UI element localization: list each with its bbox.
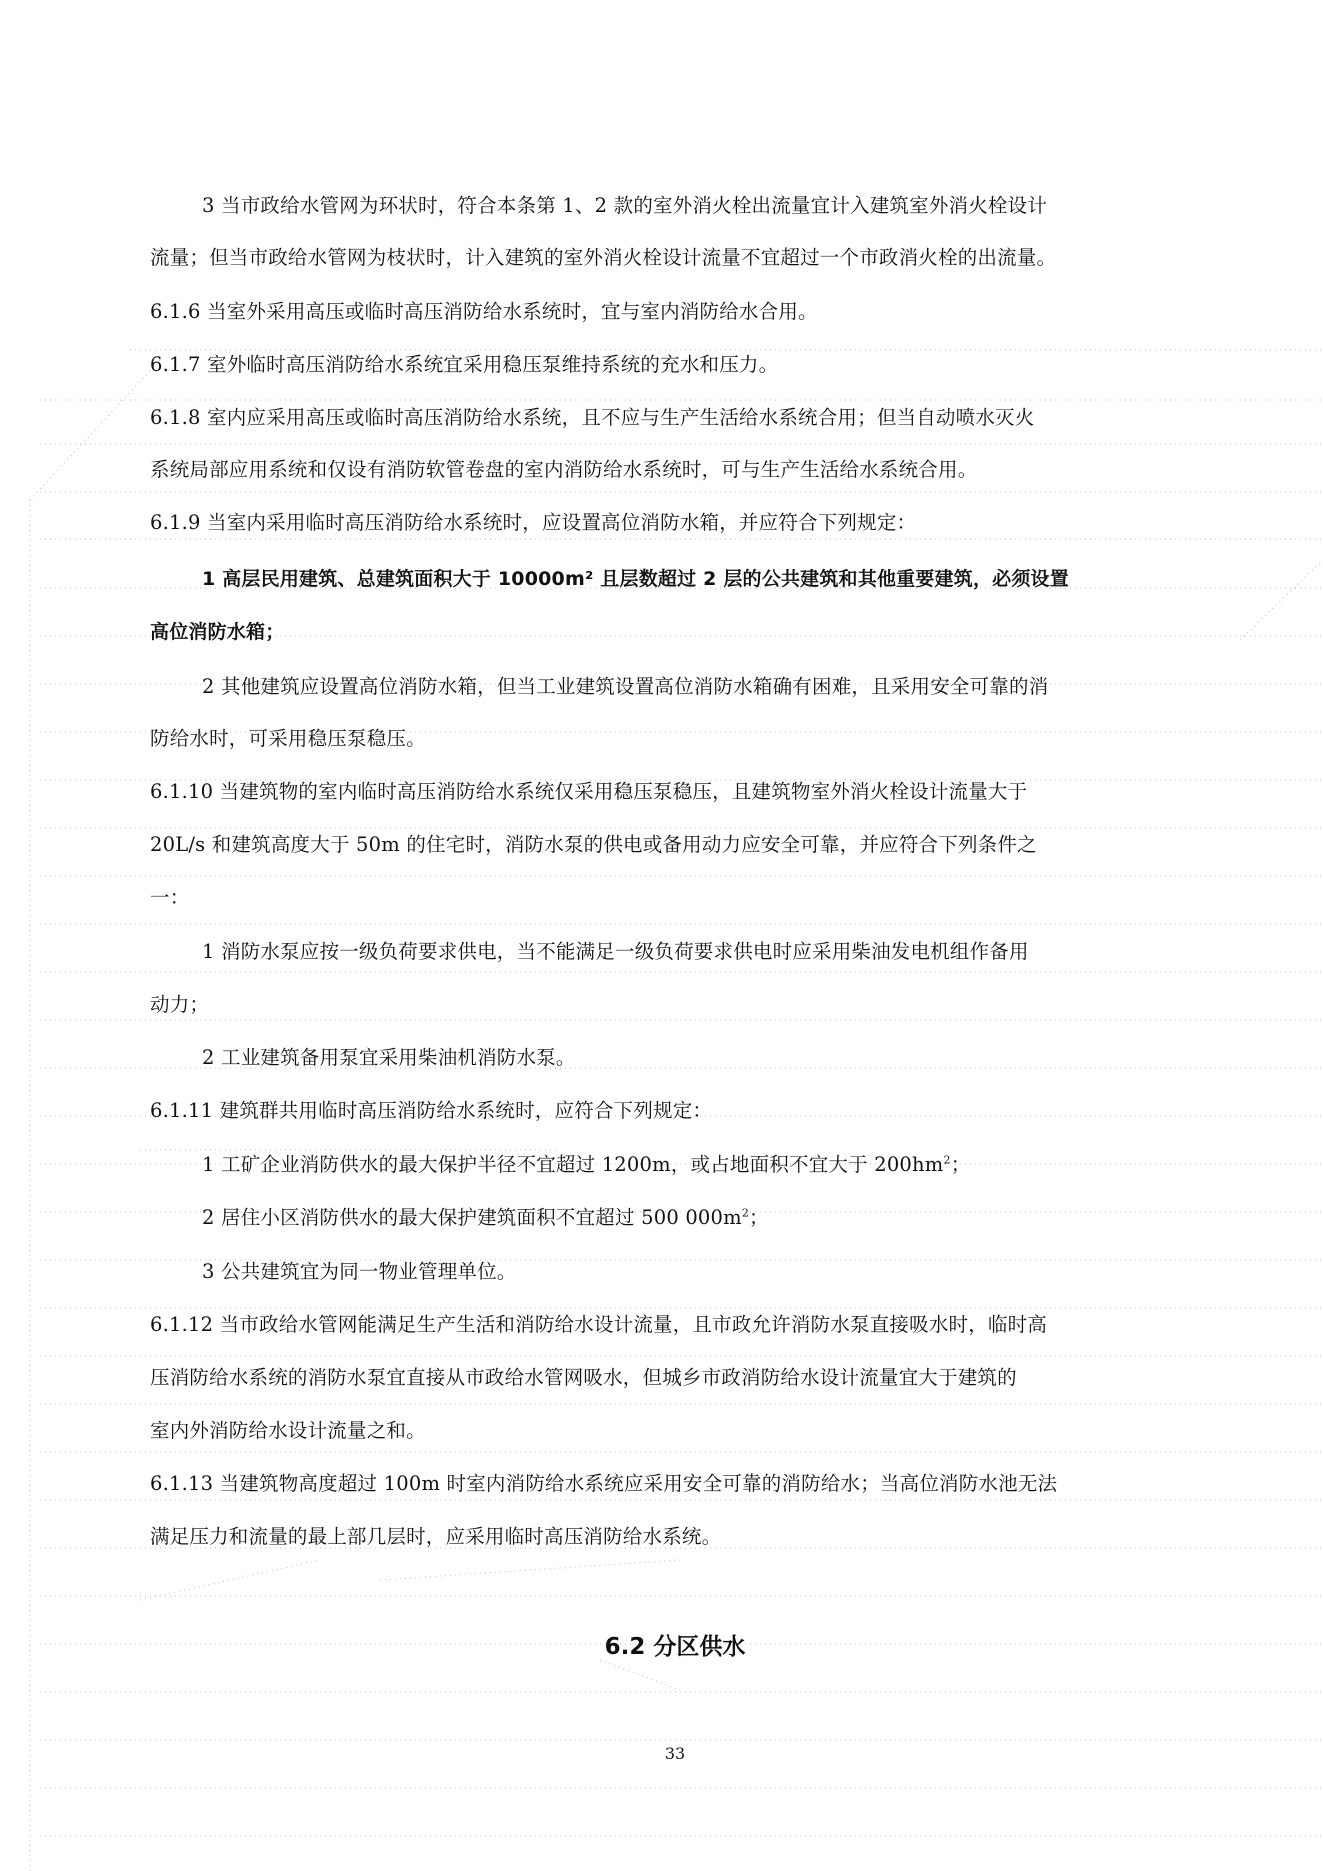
section-heading: 6.2 分区供水 [604, 1634, 746, 1660]
paragraph-line: 室内外消防给水设计流量之和。 [150, 1419, 426, 1442]
page-number: 33 [664, 1744, 686, 1763]
mandatory-clause-line [150, 566, 1069, 592]
paragraph-line [150, 1152, 970, 1178]
paragraph-line: 系统局部应用系统和仅设有消防软管卷盘的室内消防给水系统时，可与生产生活给水系统合用。 [150, 458, 978, 481]
clause-6-1-10: 6.1.10 当建筑物的室内临时高压消防给水系统仅采用稳压泵稳压，且建筑物室外消火栓设计流量大于 [150, 780, 1028, 803]
paragraph-line: 动力； [150, 993, 210, 1016]
paragraph-line: 3 当市政给水管网为环状时，符合本条第 1、2 款的室外消火栓出流量宜计入建筑室外消火栓设计 [202, 194, 1048, 217]
clause-6-1-9: 6.1.9 当室内采用临时高压消防给水系统时，应设置高位消防水箱，并应符合下列规定： [150, 511, 917, 534]
superscript: 2 [741, 1206, 750, 1220]
paragraph-line: 防给水时，可采用稳压泵稳压。 [150, 727, 426, 750]
mandatory-clause-part: 1 高层民用建筑、总建筑面积大于 10000m [202, 568, 585, 590]
clause-6-1-11: 6.1.11 建筑群共用临时高压消防给水系统时，应符合下列规定： [150, 1099, 713, 1122]
paragraph-line: 3 公共建筑宜为同一物业管理单位。 [202, 1260, 517, 1283]
superscript: 2 [943, 1153, 951, 1167]
paragraph-line: 流量；但当市政给水管网为枝状时，计入建筑的室外消火栓设计流量不宜超过一个市政消火栓的出流量。 [150, 246, 1057, 269]
clause-6-1-13: 6.1.13 当建筑物高度超过 100m 时室内消防给水系统应采用安全可靠的消防给水；当高位消防水池无法 [150, 1472, 1058, 1495]
paragraph-line: 压消防给水系统的消防水泵宜直接从市政给水管网吸水，但城乡市政消防给水设计流量宜大于建筑的 [150, 1366, 1017, 1389]
paragraph-line: 20L/s 和建筑高度大于 50m 的住宅时，消防水泵的供电或备用动力应安全可靠，并应符合下列条件之 [150, 833, 1037, 856]
clause-6-1-6: 6.1.6 当室外采用高压或临时高压消防给水系统时，宜与室内消防给水合用。 [150, 300, 818, 323]
clause-6-1-12: 6.1.12 当市政给水管网能满足生产生活和消防给水设计流量，且市政允许消防水泵直接吸水时，临时高 [150, 1313, 1048, 1336]
line-text: ； [749, 1206, 769, 1229]
line-text: ； [950, 1153, 971, 1176]
paragraph-line: 2 工业建筑备用泵宜采用柴油机消防水泵。 [202, 1046, 576, 1069]
line-text: 2 居住小区消防供水的最大保护建筑面积不宜超过 500 000m [202, 1206, 742, 1229]
paragraph-line: 满足压力和流量的最上部几层时，应采用临时高压消防给水系统。 [150, 1525, 722, 1548]
clause-6-1-7: 6.1.7 室外临时高压消防给水系统宜采用稳压泵维持系统的充水和压力。 [150, 353, 779, 376]
line-text: 1 工矿企业消防供水的最大保护半径不宜超过 1200m，或占地面积不宜大于 200hm [202, 1153, 944, 1176]
paragraph-line: 1 消防水泵应按一级负荷要求供电，当不能满足一级负荷要求供电时应采用柴油发电机组作备用 [202, 940, 1029, 963]
paragraph-line: 2 其他建筑应设置高位消防水箱，但当工业建筑设置高位消防水箱确有困难，且采用安全可靠的消 [202, 675, 1049, 698]
mandatory-clause-line: 高位消防水箱； [150, 621, 285, 643]
clause-6-1-8: 6.1.8 室内应采用高压或临时高压消防给水系统，且不应与生产生活给水系统合用；但当自动喷水灭火 [150, 406, 1035, 429]
paragraph-line: 一： [150, 886, 190, 909]
mandatory-clause-part: ² 且层数超过 2 层的公共建筑和其他重要建筑，必须设置 [584, 568, 1069, 590]
paragraph-line [150, 1205, 769, 1231]
